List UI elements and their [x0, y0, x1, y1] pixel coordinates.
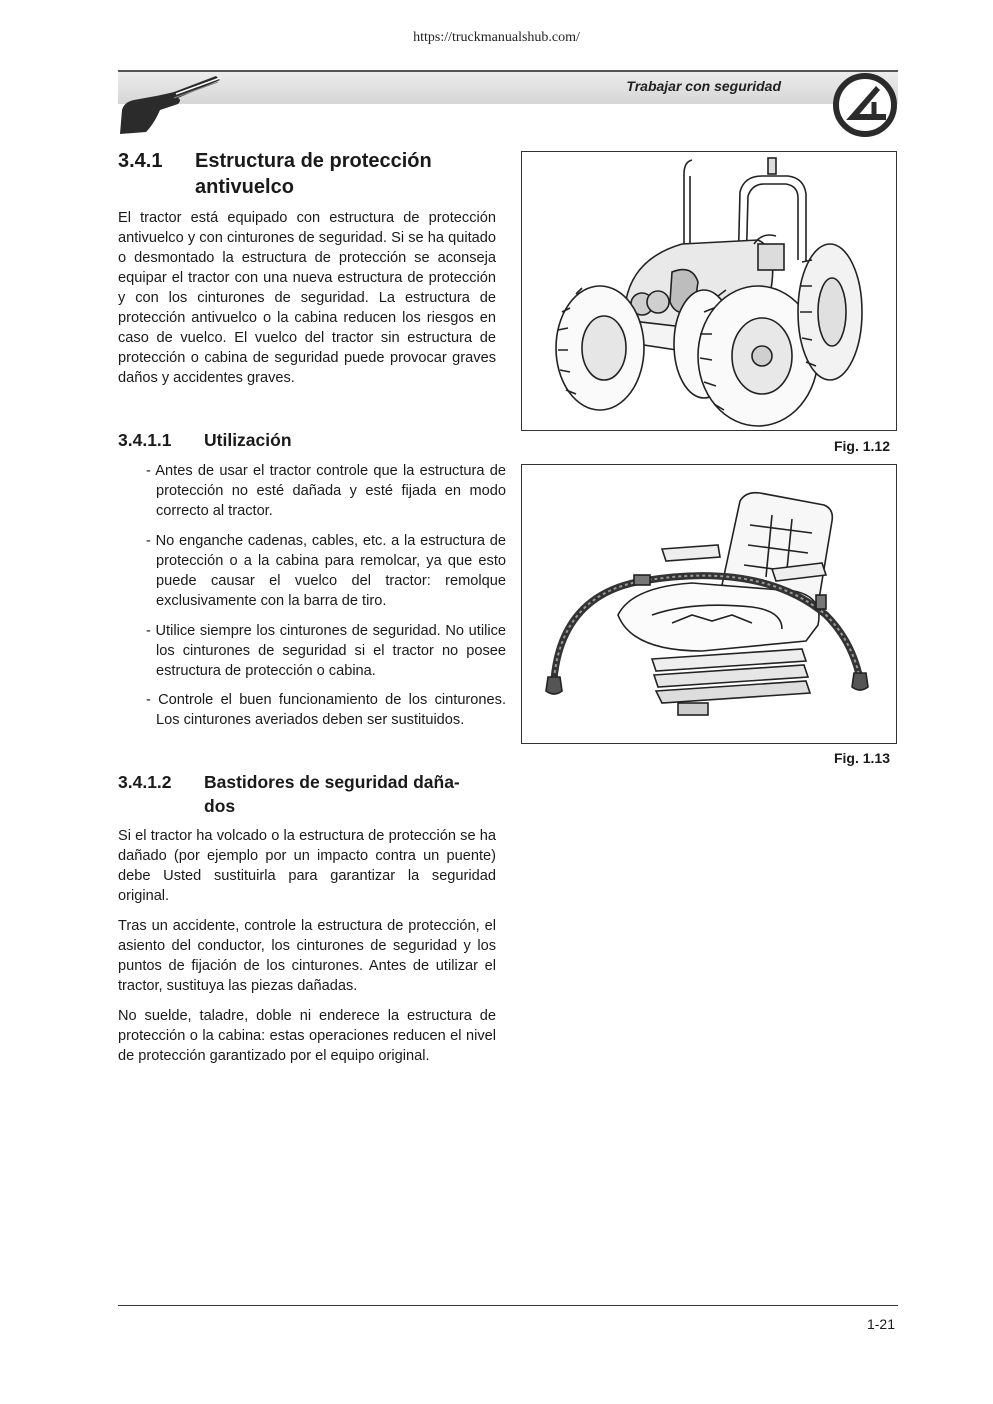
figure-tractor	[521, 151, 897, 431]
subsection-paragraph: No suelde, taladre, doble ni enderece la estructura de protección o la cabina: estas operaciones reducen el nivel de protección garantizado por el equipo original.	[118, 1008, 496, 1064]
subsection-heading-2	[118, 770, 498, 818]
subsection-number-1: 3.4.1.1	[118, 430, 172, 450]
pointing-hand-icon	[116, 74, 226, 136]
subsection-title-1: Utilización	[204, 430, 292, 450]
section-paragraph: El tractor está equipado con estructura de protección antivuelco y con cinturones de seguridad. Si se ha quitado o desmontado la estructura de protección se aconseja equipar el tractor con una nueva estructura de protección y con los cinturones de seguridad. La estructura de protección antivuelco o la cabina reducen los riesgos en caso de vuelco. El vuelco del tractor sin estructura de protección o cabina de seguridad puede provocar graves daños y accidentes graves.	[118, 210, 496, 386]
bullet-item: - Utilice siempre los cinturones de seguridad. No utilice los cinturones de seguridad si el tractor no posee estructura de protección o cabina.	[146, 623, 506, 679]
source-url: https://truckmanualshub.com/	[413, 30, 580, 45]
header-title: Trabajar con seguridad	[626, 78, 781, 94]
bullet-item: - Controle el buen funcionamiento de los cinturones. Los cinturones averiados deben ser sustituidos.	[146, 692, 506, 728]
brand-logo-icon	[832, 72, 898, 138]
section-number: 3.4.1	[118, 150, 163, 172]
subsection-title-2-line1: Bastidores de seguridad daña-	[204, 772, 460, 792]
tractor-illustration	[522, 152, 896, 430]
subsection-heading-1	[118, 428, 498, 452]
seat-belt-illustration	[522, 465, 896, 743]
subsection-paragraph: Si el tractor ha volcado o la estructura de protección se ha dañado (por ejemplo por un impacto contra un puente) debe Usted sustituirla para garantizar la seguridad original.	[118, 828, 496, 904]
footer-divider	[118, 1305, 898, 1306]
section-title-line2: antivuelco	[195, 176, 294, 198]
section-heading	[118, 148, 498, 200]
section-title-line1: Estructura de protección	[195, 150, 432, 172]
subsection-paragraph: Tras un accidente, controle la estructura de protección, el asiento del conductor, los cinturones de seguridad y los puntos de fijación de los cinturones. Antes de utilizar el tractor, sustituya las piezas dañadas.	[118, 918, 496, 994]
page-number: 1-21	[866, 1316, 895, 1332]
bullet-item: - No enganche cadenas, cables, etc. a la estructura de protección o a la cabina para remolcar, ya que esto puede causar el vuelco del tractor: remolque exclusivamente con la barra de tiro.	[146, 533, 506, 609]
bullet-item: - Antes de usar el tractor controle que la estructura de protección no esté dañada y esté fijada en modo correcto al tractor.	[146, 463, 506, 519]
figure-caption: Fig. 1.13	[833, 750, 890, 766]
figure-seat	[521, 464, 897, 744]
figure-caption: Fig. 1.12	[833, 438, 890, 454]
subsection-number-2: 3.4.1.2	[118, 772, 172, 792]
header-band	[118, 70, 898, 104]
subsection-title-2-line2: dos	[204, 796, 236, 816]
